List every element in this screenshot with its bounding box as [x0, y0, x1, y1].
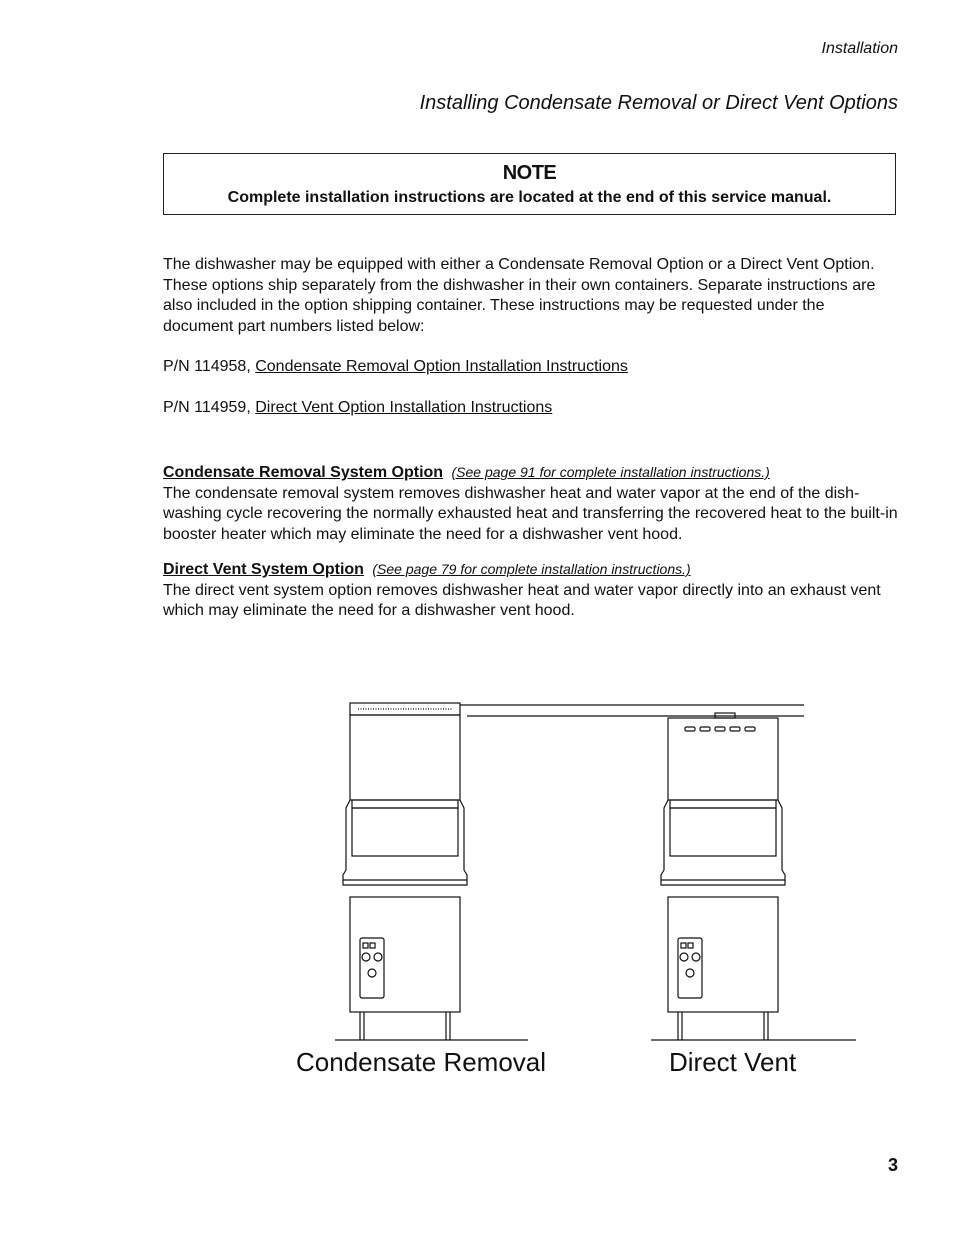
- intro-paragraph: The dishwasher may be equipped with either a Condensate Removal Option or a Direct Vent Option. These options ship separately from the dishwasher in their own containers. Separate instructions are also included in the option shipping container. These instructions may be requested under the document part numbers listed below:: [163, 256, 876, 335]
- part-number-prefix: P/N 114959,: [163, 399, 256, 416]
- figure-caption-condensate: Condensate Removal: [296, 1047, 547, 1077]
- condensate-dishwasher-drawing: [335, 703, 528, 1040]
- section-body: The condensate removal system removes dishwasher heat and water vapor at the end of the dish-washing cycle recovering the normally exhausted heat and transferring the recovered heat to the built-in booster heater which may eliminate the need for a dishwasher vent hood.: [163, 484, 898, 543]
- section-heading: Condensate Removal System Option: [163, 464, 444, 481]
- section-body: The direct vent system option removes dishwasher heat and water vapor directly into an exhaust vent which may eliminate the need for a dishwasher vent hood.: [163, 581, 881, 619]
- part-number-title: Condensate Removal Option Installation Instructions: [255, 358, 628, 375]
- part-number-prefix: P/N 114958,: [163, 358, 256, 375]
- note-title: NOTE: [502, 162, 557, 184]
- direct-vent-dishwasher-drawing: [651, 713, 856, 1040]
- page-number: 3: [887, 1155, 898, 1175]
- height-reference-lines: [460, 705, 804, 716]
- section-reference: (See page 79 for complete installation instructions.): [372, 561, 691, 577]
- note-text: Complete installation instructions are located at the end of this service manual.: [227, 189, 832, 206]
- part-number-title: Direct Vent Option Installation Instructions: [255, 399, 553, 416]
- section-reference: (See page 91 for complete installation instructions.): [451, 464, 770, 480]
- running-header: Installation: [821, 40, 898, 57]
- section-heading: Direct Vent System Option: [163, 561, 364, 578]
- figure-caption-direct-vent: Direct Vent: [669, 1047, 797, 1077]
- page-subtitle: Installing Condensate Removal or Direct Vent Options: [419, 92, 898, 114]
